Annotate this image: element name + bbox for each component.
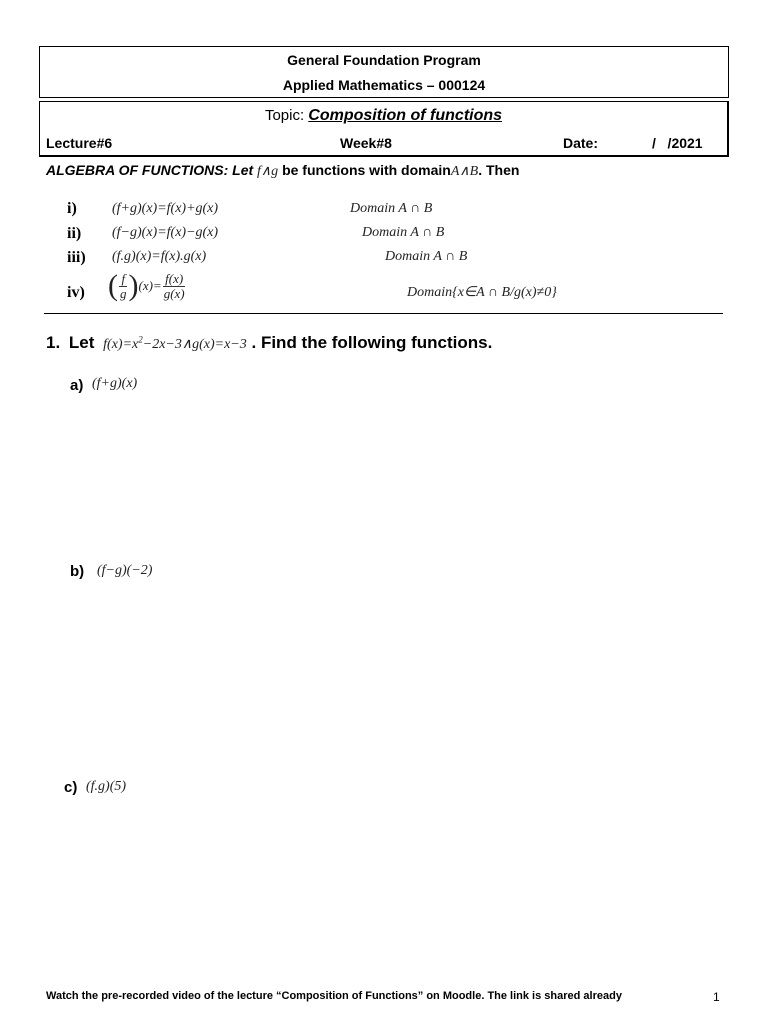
section-divider: [44, 313, 723, 314]
rule-label-1: i): [67, 200, 77, 217]
topic-line: [40, 107, 727, 125]
header-topic-box: [39, 101, 729, 157]
rule-4-after: (x)=: [138, 278, 162, 293]
open-paren-icon: (: [108, 269, 118, 302]
course-title: Applied Mathematics – 000124: [282, 77, 486, 93]
part-b-label: b): [70, 563, 85, 580]
footer-note: Watch the pre-recorded video of the lecture “Composition of Functions” on Moodle. The link is shared already: [46, 990, 622, 1002]
fx-exponent: 2: [138, 334, 143, 345]
header-program-box: [39, 46, 729, 98]
frac-f: f: [121, 270, 126, 286]
date-label: Date:: [563, 135, 599, 151]
rule-formula-2: (f−g)(x)=f(x)−g(x): [112, 225, 219, 240]
algebra-heading: [46, 162, 519, 180]
rule-label-3: iii): [67, 249, 86, 266]
fx-part: f(x)=x: [103, 337, 139, 352]
topic-label: Topic:: [264, 107, 305, 124]
page-number: 1: [713, 990, 720, 1004]
algebra-heading-fg: f∧g: [257, 164, 279, 179]
topic-title: Composition of functions: [308, 107, 503, 124]
part-a-expression: (f+g)(x): [92, 376, 138, 391]
rule-label-2: ii): [67, 225, 82, 242]
rule-domain-2: Domain A ∩ B: [362, 225, 445, 240]
question-prompt: . Find the following functions.: [251, 333, 493, 352]
frac-denominator: g(x): [163, 285, 185, 301]
part-c-expression: (f.g)(5): [86, 779, 127, 794]
question-let: Let: [68, 333, 95, 352]
part-c-label: c): [64, 779, 78, 796]
algebra-heading-ab: A∧B: [450, 164, 479, 179]
algebra-heading-end: . Then: [478, 162, 520, 178]
program-title: General Foundation Program: [287, 52, 481, 68]
rule-label-4: iv): [67, 284, 85, 301]
algebra-heading-mid: be functions with domain: [282, 162, 451, 178]
week-number: Week#8: [340, 135, 392, 151]
rule-formula-1: (f+g)(x)=f(x)+g(x): [112, 201, 219, 216]
rule-domain-4: Domain{x∈A ∩ B/g(x)≠0}: [407, 285, 557, 300]
rule-domain-1: Domain A ∩ B: [350, 201, 433, 216]
rule-formula-4: [108, 271, 187, 301]
frac-numerator: f(x): [165, 270, 184, 286]
part-a-label: a): [70, 377, 84, 394]
question-1: [46, 333, 492, 353]
algebra-heading-title: ALGEBRA OF FUNCTIONS: Let: [46, 162, 254, 178]
question-number: 1.: [46, 333, 61, 352]
rule-domain-3: Domain A ∩ B: [385, 249, 468, 264]
date-value: / /2021: [652, 135, 703, 151]
lecture-number: Lecture#6: [46, 135, 113, 151]
close-paren-icon: ): [128, 269, 139, 302]
frac-g: g: [120, 285, 127, 301]
question-function-f: [103, 334, 247, 352]
rule-formula-3: (f.g)(x)=f(x).g(x): [112, 249, 207, 264]
fx-rest: −2x−3∧g(x)=x−3: [142, 337, 247, 352]
part-b-expression: (f−g)(−2): [97, 563, 153, 578]
